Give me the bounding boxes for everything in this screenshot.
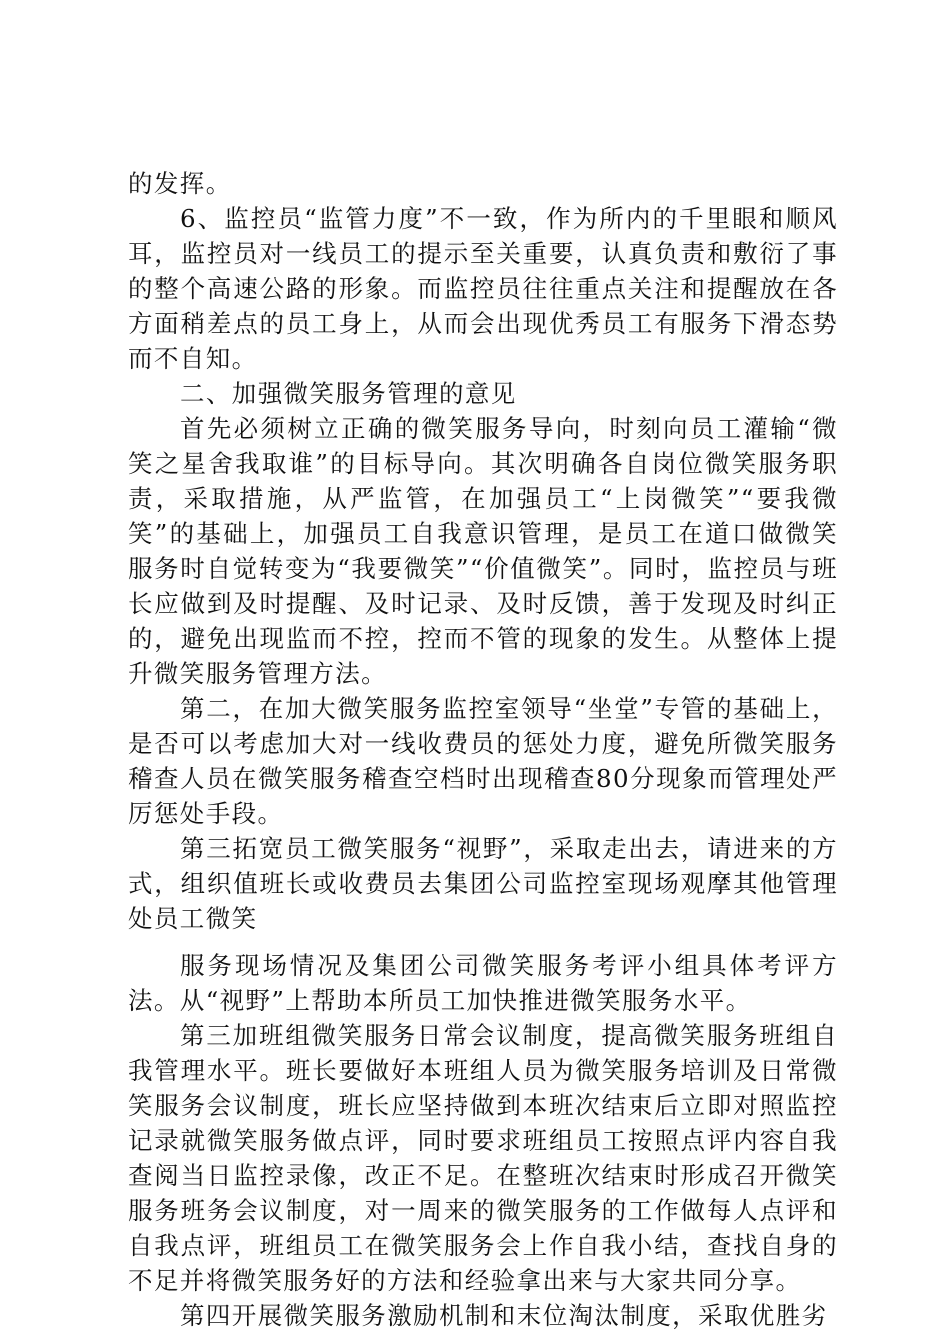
section-heading: 二、加强微笑服务管理的意见 <box>180 379 517 408</box>
document-body <box>128 166 838 1333</box>
paragraph-3: 首先必须树立正确的微笑服务导向，时刻向员工灌输“微笑之星舍我取谁”的目标导向。其次明确各自岗位微笑服务职责，采取措施，从严监管，在加强员工“上岗微笑”“要我微笑”的基础上，加强员工自我意识管理，是员工在道口做微笑服务时自觉转变为“我要微笑”“价值微笑”。同时，监控员与班长应做到及时提醒、及时记录、及时反馈，善于发现及时纠正的，避免出现监而不控，控而不管的现象的发生。从整体上提升微笑服务管理方法。 <box>128 414 838 688</box>
paragraph-1: 的发挥。 <box>128 169 232 198</box>
paragraph-7: 第三加班组微笑服务日常会议制度，提高微笑服务班组自我管理水平。班长要做好本班组人员为微笑服务培训及日常微笑服务会议制度，班长应坚持做到本班次结束后立即对照监控记录就微笑服务做点评，同时要求班组员工按照点评内容自我查阅当日监控录像，改正不足。在整班次结束时形成召开微笑服务班务会议制度，对一周来的微笑服务的工作做每人点评和自我点评，班组员工在微笑服务会上作自我小结，查找自身的不足并将微笑服务好的方法和经验拿出来与大家共同分享。 <box>128 1021 838 1295</box>
paragraph-2: 6、监控员“监管力度”不一致，作为所内的千里眼和顺风耳，监控员对一线员工的提示至关重要，认真负责和敷衍了事的整个高速公路的形象。而监控员往往重点关注和提醒放在各方面稍差点的员工身上，从而会出现优秀员工有服务下滑态势而不自知。 <box>128 204 838 373</box>
paragraph-4: 第二，在加大微笑服务监控室领导“坐堂”专管的基础上，是否可以考虑加大对一线收费员的惩处力度，避免所微笑服务稽查人员在微笑服务稽查空档时出现稽查80分现象而管理处严厉惩处手段。 <box>128 694 838 828</box>
paragraph-6: 服务现场情况及集团公司微笑服务考评小组具体考评方法。从“视野”上帮助本所员工加快推进微笑服务水平。 <box>128 951 838 1015</box>
paragraph-5: 第三拓宽员工微笑服务“视野”，采取走出去，请进来的方式，组织值班长或收费员去集团公司监控室现场观摩其他管理处员工微笑 <box>128 834 838 933</box>
paragraph-8: 第四开展微笑服务激励机制和末位淘汰制度，采取优胜劣 <box>180 1301 828 1330</box>
